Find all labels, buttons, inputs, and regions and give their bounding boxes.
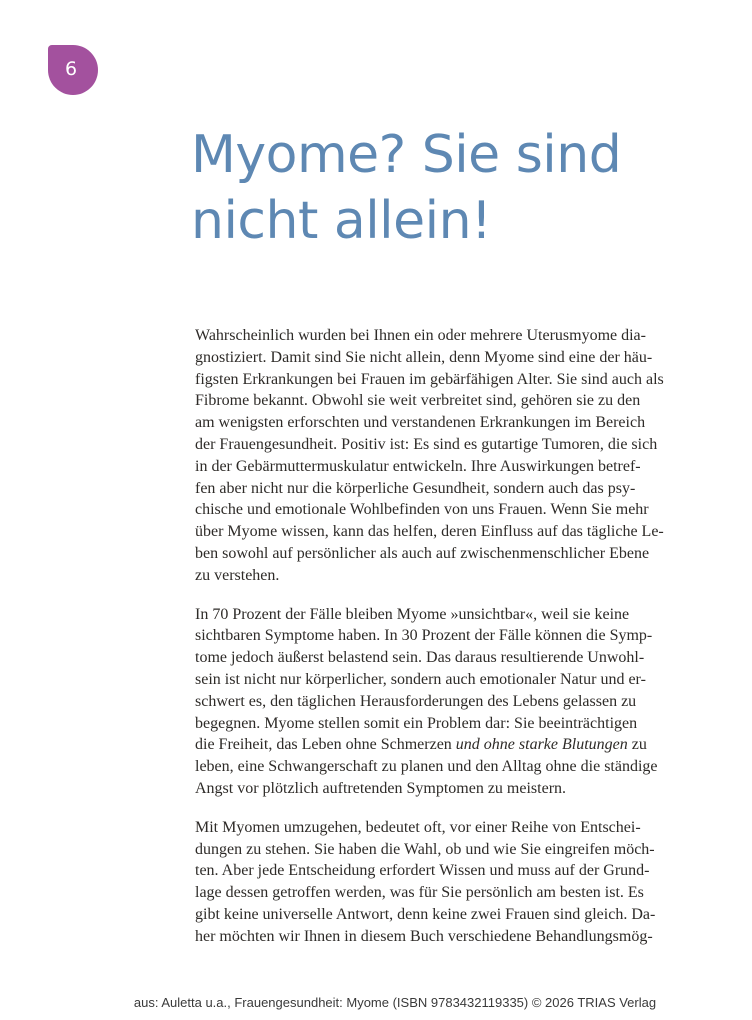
chapter-title-line-1: Myome? Sie sind bbox=[191, 125, 622, 185]
text-segment: begegnen. Myome stellen somit ein Problem dar: Sie beeinträchtigen bbox=[195, 714, 638, 732]
text-segment: ben sowohl auf persönlicher als auch auf zwischenmenschlicher Ebene bbox=[195, 544, 650, 562]
text-segment: her möchten wir Ihnen in diesem Buch verschiedene Behandlungsmög- bbox=[195, 927, 653, 945]
text-line bbox=[195, 390, 687, 412]
text-line bbox=[195, 434, 687, 456]
text-line bbox=[195, 478, 687, 500]
text-line bbox=[195, 543, 687, 565]
text-line bbox=[195, 604, 687, 626]
text-segment: figsten Erkrankungen bei Frauen im gebärfähigen Alter. Sie sind auch als bbox=[195, 370, 664, 388]
text-segment: lage dessen getroffen werden, was für Sie persönlich am besten ist. Es bbox=[195, 884, 644, 902]
paragraph bbox=[195, 817, 687, 948]
page-number-badge bbox=[48, 45, 98, 95]
text-line bbox=[195, 904, 687, 926]
text-line bbox=[195, 882, 687, 904]
text-line bbox=[195, 778, 687, 800]
text-segment: fen aber nicht nur die körperliche Gesundheit, sondern auch das psy- bbox=[195, 479, 636, 497]
text-line bbox=[195, 647, 687, 669]
text-line bbox=[195, 839, 687, 861]
text-segment: Mit Myomen umzugehen, bedeutet oft, vor einer Reihe von Entschei- bbox=[195, 818, 641, 836]
text-segment: der Frauengesundheit. Positiv ist: Es sind es gutartige Tumoren, die sich bbox=[195, 435, 658, 453]
text-segment: in der Gebärmuttermuskulatur entwickeln. Ihre Auswirkungen betref- bbox=[195, 457, 641, 475]
text-segment: gibt keine universelle Antwort, denn keine zwei Frauen sind gleich. Da- bbox=[195, 905, 656, 923]
text-line bbox=[195, 691, 687, 713]
emphasized-text: und ohne starke Blutungen bbox=[455, 736, 628, 754]
text-line bbox=[195, 860, 687, 882]
text-line bbox=[195, 565, 687, 587]
text-line bbox=[195, 347, 687, 369]
text-line bbox=[195, 325, 687, 347]
paragraph bbox=[195, 604, 687, 800]
text-segment: schwert es, den täglichen Herausforderungen des Lebens gelassen zu bbox=[195, 692, 637, 710]
text-line bbox=[195, 713, 687, 735]
text-segment: gnostiziert. Damit sind Sie nicht allein, denn Myome sind eine der häu- bbox=[195, 348, 653, 366]
body-text bbox=[195, 325, 687, 965]
text-segment: zu verstehen. bbox=[195, 566, 280, 584]
credit-line: aus: Auletta u.a., Frauengesundheit: Myome (ISBN 9783432119335) © 2026 TRIAS Verlag bbox=[133, 995, 657, 1010]
text-segment: tome jedoch äußerst belastend sein. Das daraus resultierende Unwohl- bbox=[195, 649, 645, 667]
text-line bbox=[195, 369, 687, 391]
text-line bbox=[195, 412, 687, 434]
text-segment: die Freiheit, das Leben ohne Schmerzen bbox=[195, 736, 456, 754]
text-segment: dungen zu stehen. Sie haben die Wahl, ob und wie Sie eingreifen möch- bbox=[195, 840, 655, 858]
chapter-title-line-2: nicht allein! bbox=[191, 191, 492, 251]
page-number: 6 bbox=[64, 57, 78, 80]
text-line bbox=[195, 669, 687, 691]
text-line bbox=[195, 734, 687, 756]
text-segment: zu bbox=[627, 736, 647, 754]
chapter-title bbox=[191, 122, 621, 254]
text-line bbox=[195, 625, 687, 647]
text-segment: chische und emotionale Wohlbefinden von uns Frauen. Wenn Sie mehr bbox=[195, 501, 649, 519]
text-line bbox=[195, 499, 687, 521]
text-segment: sichtbaren Symptome haben. In 30 Prozent der Fälle können die Symp- bbox=[195, 627, 653, 645]
text-line bbox=[195, 817, 687, 839]
paragraph bbox=[195, 325, 687, 587]
text-segment: Fibrome bekannt. Obwohl sie weit verbreitet sind, gehören sie zu den bbox=[195, 392, 641, 410]
text-segment: ten. Aber jede Entscheidung erfordert Wissen und muss auf der Grund- bbox=[195, 862, 650, 880]
text-segment: Angst vor plötzlich auftretenden Symptomen zu meistern. bbox=[195, 779, 567, 797]
text-segment: Wahrscheinlich wurden bei Ihnen ein oder mehrere Uterusmyome dia- bbox=[195, 327, 646, 344]
text-segment: am wenigsten erforschten und verstandenen Erkrankungen im Bereich bbox=[195, 414, 646, 432]
text-line bbox=[195, 521, 687, 543]
text-segment: In 70 Prozent der Fälle bleiben Myome »unsichtbar«, weil sie keine bbox=[195, 605, 630, 623]
text-segment: sein ist nicht nur körperlicher, sondern auch emotionaler Natur und er- bbox=[195, 670, 646, 688]
text-line bbox=[195, 756, 687, 778]
text-segment: über Myome wissen, kann das helfen, deren Einfluss auf das tägliche Le- bbox=[195, 523, 664, 541]
text-line bbox=[195, 926, 687, 948]
text-segment: leben, eine Schwangerschaft zu planen und den Alltag ohne die ständige bbox=[195, 758, 658, 776]
text-line bbox=[195, 456, 687, 478]
